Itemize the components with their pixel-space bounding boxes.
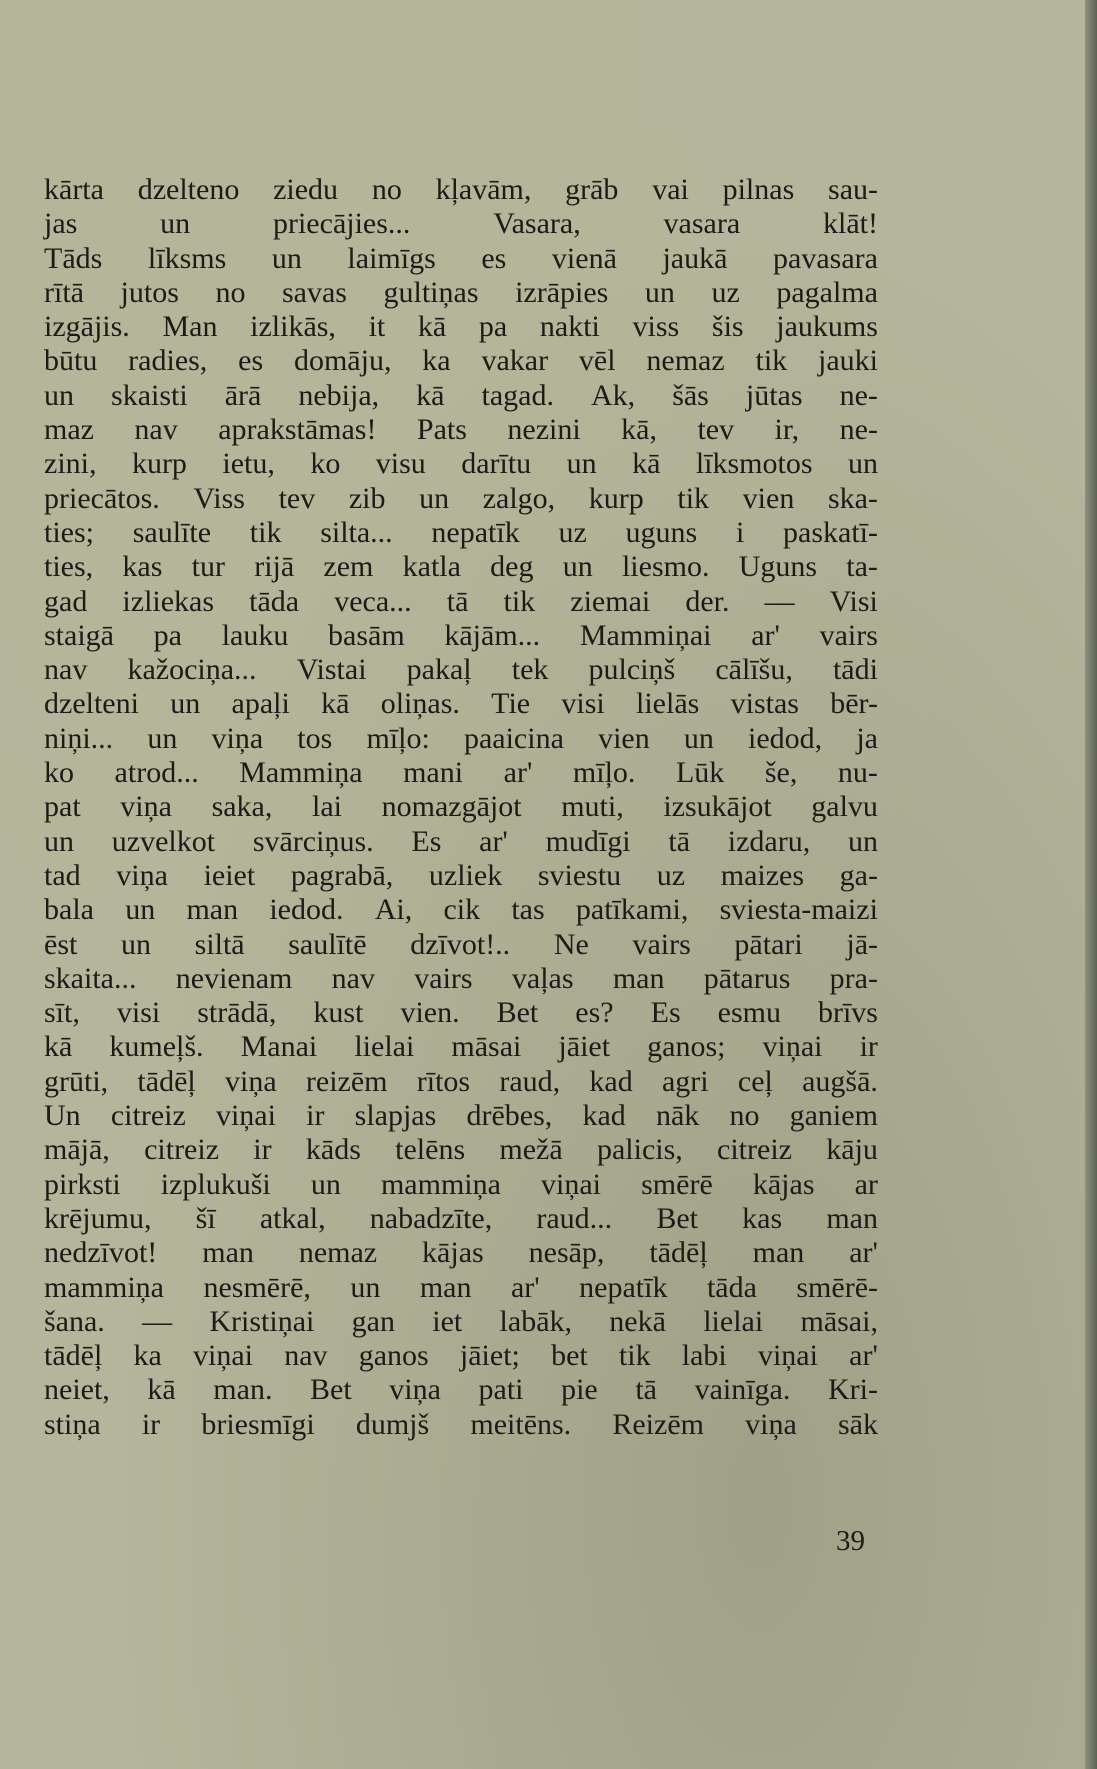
text-line: stiņa ir briesmīgi dumjš meitēns. Reizēm viņa sāk	[44, 1407, 878, 1441]
text-line: izgājis. Man izlikās, it kā pa nakti viss šis jaukums	[44, 310, 878, 344]
text-line: dzelteni un apaļi kā oliņas. Tie visi lielās vistas bēr-	[44, 687, 878, 721]
text-line: skaita... nevienam nav vairs vaļas man pātarus pra-	[44, 961, 878, 995]
text-line: un uzvelkot svārciņus. Es ar' mudīgi tā izdaru, un	[44, 824, 878, 858]
body-text	[44, 173, 878, 1442]
text-line: tādēļ ka viņai nav ganos jāiet; bet tik labi viņai ar'	[44, 1339, 878, 1373]
text-line: sīt, visi strādā, kust vien. Bet es? Es esmu brīvs	[44, 996, 878, 1030]
text-line: mammiņa nesmērē, un man ar' nepatīk tāda smērē-	[44, 1270, 878, 1304]
page-number: 39	[836, 1525, 865, 1557]
text-line: tad viņa ieiet pagrabā, uzliek sviestu uz maizes ga-	[44, 858, 878, 892]
text-line: staigā pa lauku basām kājām... Mammiņai ar' vairs	[44, 618, 878, 652]
text-line: Tāds līksms un laimīgs es vienā jaukā pavasara	[44, 241, 878, 275]
text-line: ēst un siltā saulītē dzīvot!.. Ne vairs pātari jā-	[44, 927, 878, 961]
text-line: ties, kas tur rijā zem katla deg un liesmo. Uguns ta-	[44, 550, 878, 584]
text-line: kā kumeļš. Manai lielai māsai jāiet ganos; viņai ir	[44, 1030, 878, 1064]
text-line: zini, kurp ietu, ko visu darītu un kā līksmotos un	[44, 447, 878, 481]
text-line: pat viņa saka, lai nomazgājot muti, izsukājot galvu	[44, 790, 878, 824]
text-line: kārta dzelteno ziedu no kļavām, grāb vai pilnas sau-	[44, 173, 878, 206]
text-line: Un citreiz viņai ir slapjas drēbes, kad nāk no ganiem	[44, 1099, 878, 1133]
page-edge	[1085, 0, 1097, 1769]
text-line: ties; saulīte tik silta... nepatīk uz uguns i paskatī-	[44, 515, 878, 549]
text-line: mājā, citreiz ir kāds telēns mežā palicis, citreiz kāju	[44, 1133, 878, 1167]
text-line: grūti, tādēļ viņa reizēm rītos raud, kad agri ceļ augšā.	[44, 1064, 878, 1098]
text-line: neiet, kā man. Bet viņa pati pie tā vainīga. Kri-	[44, 1373, 878, 1407]
text-line: un skaisti ārā nebija, kā tagad. Ak, šās jūtas ne-	[44, 378, 878, 412]
text-line: rītā jutos no savas gultiņas izrāpies un uz pagalma	[44, 275, 878, 309]
text-line: šana. — Kristiņai gan iet labāk, nekā lielai māsai,	[44, 1304, 878, 1338]
text-line: ko atrod... Mammiņa mani ar' mīļo. Lūk še, nu-	[44, 756, 878, 790]
text-line: nav kažociņa... Vistai pakaļ tek pulciņš cālīšu, tādi	[44, 653, 878, 687]
text-line: krējumu, šī atkal, nabadzīte, raud... Bet kas man	[44, 1201, 878, 1235]
text-line: priecātos. Viss tev zib un zalgo, kurp tik vien ska-	[44, 481, 878, 515]
text-line: gad izliekas tāda veca... tā tik ziemai der. — Visi	[44, 584, 878, 618]
text-line: būtu radies, es domāju, ka vakar vēl nemaz tik jauki	[44, 344, 878, 378]
text-line: jas un priecājies... Vasara, vasara klāt!	[44, 207, 878, 241]
text-line: niņi... un viņa tos mīļo: paaicina vien un iedod, ja	[44, 721, 878, 755]
text-line: pirksti izplukuši un mammiņa viņai smērē kājas ar	[44, 1167, 878, 1201]
text-line: maz nav aprakstāmas! Pats nezini kā, tev ir, ne-	[44, 413, 878, 447]
text-line: bala un man iedod. Ai, cik tas patīkami, sviesta-maizi	[44, 893, 878, 927]
text-line: nedzīvot! man nemaz kājas nesāp, tādēļ man ar'	[44, 1236, 878, 1270]
